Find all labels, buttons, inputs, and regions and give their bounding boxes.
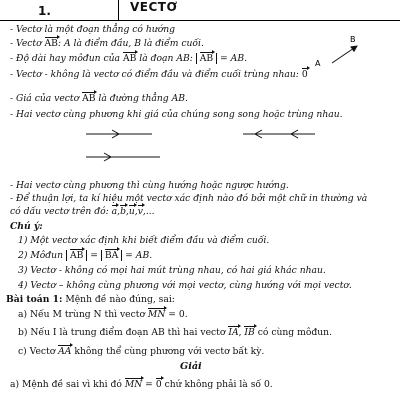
note-heading: Chú ý: <box>10 221 43 232</box>
vec-zero: 0 <box>301 69 308 80</box>
vec-ab: AB <box>44 38 58 49</box>
line-direction: - Hai vectơ cùng phương thì cùng hướng hoặc ngược hướng. <box>10 180 289 191</box>
vec-ab: AB <box>82 93 96 104</box>
line-start-end: - Vectơ AB: A là điểm đầu, B là điểm cuối. <box>10 38 204 49</box>
point-a-label: A <box>315 59 321 68</box>
problem-heading: Bài toán 1: Mệnh đề nào đúng, sai: <box>6 294 175 305</box>
line-zero-vector: - Vectơ - không là vectơ có điểm đầu và điểm cuối trùng nhau: 0 <box>10 69 308 80</box>
note-1: 1) Một vectơ xác định khi biết điểm đầu và điểm cuối. <box>18 235 270 246</box>
note-4: 4) Vectơ – không cùng phương với mọi vectơ, cùng hướng với mọi vectơ. <box>18 280 352 291</box>
vector-ab-line <box>332 46 357 63</box>
problem-c: c) Vectơ AA không thể cùng phương với vectơ bất kỳ. <box>18 346 265 357</box>
problem-a: a) Nếu M trùng N thì vectơ MN = 0. <box>18 309 188 320</box>
solution-a: a) Mệnh đề sai vì khi đó MN = 0 chứ không phải là số 0. <box>10 379 273 390</box>
line-notation: - Để thuận lợi, ta kí hiệu một vectơ xác định nào đó bởi một chữ in thường và <box>10 193 368 204</box>
point-b-label: B <box>350 35 356 44</box>
line-notation-cont: có dấu vectơ trên đó: a,b,u,v,... <box>10 206 155 217</box>
line-collinear: - Hai vectơ cùng phương khi giá của chúng song song hoặc trùng nhau. <box>10 109 343 120</box>
line-support: - Giá của vectơ AB là đường thẳng AB. <box>10 93 188 104</box>
line-definition: - Vectơ là một đoạn thẳng có hướng <box>10 24 176 35</box>
same-direction-vectors <box>86 130 160 161</box>
problem-b: b) Nếu I là trung điểm đoạn AB thì hai vectơ IA, IB có cùng môđun. <box>18 327 332 338</box>
note-3: 3) Vectơ - không có mọi hai mút trùng nhau, có hai giá khác nhau. <box>18 265 326 276</box>
vec-ab: AB <box>122 53 137 64</box>
note-2: 2) Môđun AB = BA = AB. <box>18 250 153 261</box>
section-number: 1. <box>38 4 51 18</box>
opposite-direction-vectors <box>243 130 315 138</box>
line-modulus: - Độ dài hay môđun của AB là đoạn AB: AB = AB. <box>10 53 247 64</box>
solution-heading: Giải <box>180 361 202 372</box>
section-title: VECTƠ <box>130 0 178 14</box>
